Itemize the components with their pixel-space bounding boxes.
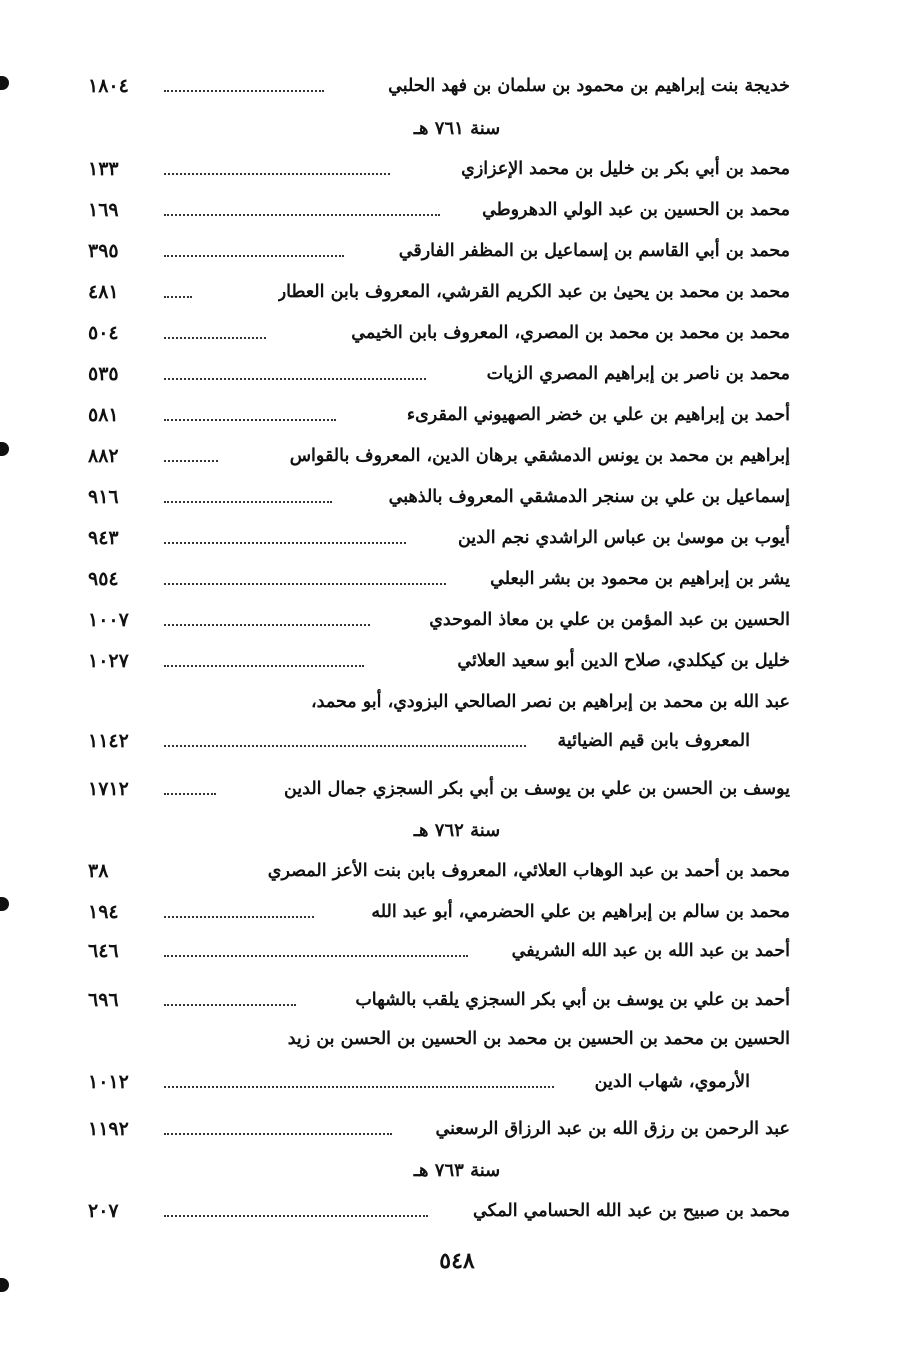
entry-name: عبد الرحمن بن رزق الله بن عبد الرزاق الرسعني xyxy=(435,1119,790,1139)
entry-name: أيوب بن موسىٰ بن عباس الراشدي نجم الدين xyxy=(457,528,790,548)
leader-dots xyxy=(164,916,314,918)
leader-dots xyxy=(164,955,468,957)
entry-name: الحسين بن عبد المؤمن بن علي بن معاذ الموحدي xyxy=(429,610,790,630)
entry-page-number: ١٦٩ xyxy=(88,199,119,221)
leader-dots xyxy=(164,419,336,421)
entry-page-number: ٩١٦ xyxy=(88,486,119,508)
index-entry xyxy=(88,521,790,555)
leader-dots xyxy=(164,793,216,795)
entry-name: عبد الله بن محمد بن إبراهيم بن نصر الصالحي البزودي، أبو محمد، xyxy=(311,692,790,712)
entry-page-number: ٩٥٤ xyxy=(88,568,119,590)
leader-dots xyxy=(164,296,192,298)
index-entry xyxy=(88,934,790,968)
entry-name: محمد بن سالم بن إبراهيم بن علي الحضرمي، أبو عبد الله xyxy=(371,902,790,922)
index-entry xyxy=(88,603,790,637)
entry-page-number: ٦٩٦ xyxy=(88,989,119,1011)
entry-name: الحسين بن محمد بن الحسين بن محمد بن الحسين بن الحسن بن زيد xyxy=(287,1029,790,1049)
page-number: ٥٤٨ xyxy=(439,1248,475,1274)
entry-name: يوسف بن الحسن بن علي بن يوسف بن أبي بكر السجزي جمال الدين xyxy=(283,779,790,799)
leader-dots xyxy=(164,1215,428,1217)
entry-name: محمد بن أبي القاسم بن إسماعيل بن المظفر الفارقي xyxy=(398,241,790,261)
entry-page-number: ٥٨١ xyxy=(88,404,119,426)
index-entry xyxy=(88,275,790,309)
entry-name: أحمد بن إبراهيم بن علي بن خضر الصهيوني المقرىء xyxy=(406,405,790,425)
entry-name: محمد بن محمد بن يحيىٰ بن عبد الكريم القرشي، المعروف بابن العطار xyxy=(277,282,790,302)
entry-name: أحمد بن عبد الله بن عبد الله الشريفي xyxy=(511,941,790,961)
index-entry xyxy=(88,772,790,806)
entry-page-number: ١٠٠٧ xyxy=(88,609,129,631)
binding-mark xyxy=(0,1278,9,1292)
leader-dots xyxy=(164,745,526,747)
index-entry xyxy=(88,69,790,103)
entry-page-number: ٣٨ xyxy=(88,860,109,882)
index-entry xyxy=(88,895,790,929)
entry-page-number: ١٣٣ xyxy=(88,158,119,180)
index-entry xyxy=(88,983,790,1017)
index-entry xyxy=(88,152,790,186)
entry-name: محمد بن الحسين بن عبد الولي الدهروطي xyxy=(482,200,790,220)
entry-name: خليل بن كيكلدي، صلاح الدين أبو سعيد العلائي xyxy=(457,651,790,671)
index-entry xyxy=(88,234,790,268)
binding-mark xyxy=(0,76,9,90)
entry-name: محمد بن أبي بكر بن خليل بن محمد الإعزازي xyxy=(461,159,790,179)
index-entry xyxy=(88,1112,790,1146)
year-heading: سنة ٧٦٢ هـ xyxy=(413,820,501,841)
index-entry-continuation xyxy=(88,1065,790,1099)
entry-page-number: ٨٨٢ xyxy=(88,445,119,467)
binding-mark xyxy=(0,897,9,911)
entry-name: محمد بن صبيح بن عبد الله الحسامي المكي xyxy=(473,1201,790,1221)
leader-dots xyxy=(164,173,390,175)
index-entry xyxy=(88,316,790,350)
entry-name-continuation: المعروف بابن قيم الضيائية xyxy=(557,731,750,751)
leader-dots xyxy=(164,501,332,503)
entry-page-number: ١١٤٢ xyxy=(88,730,129,752)
entry-page-number: ٣٩٥ xyxy=(88,240,119,262)
leader-dots xyxy=(164,255,344,257)
year-heading: سنة ٧٦٣ هـ xyxy=(413,1160,501,1181)
leader-dots xyxy=(164,90,324,92)
leader-dots xyxy=(164,624,370,626)
leader-dots xyxy=(164,542,406,544)
year-heading: سنة ٧٦١ هـ xyxy=(413,118,501,139)
index-entry xyxy=(88,357,790,391)
entry-name: يشر بن إبراهيم بن محمود بن بشر البعلي xyxy=(490,569,790,589)
entry-name: خديجة بنت إبراهيم بن محمود بن سلمان بن فهد الحلبي xyxy=(388,76,790,96)
index-entry xyxy=(88,193,790,227)
index-entry xyxy=(88,562,790,596)
index-entry xyxy=(88,644,790,678)
entry-name: أحمد بن علي بن يوسف بن أبي بكر السجزي يلقب بالشهاب xyxy=(355,990,790,1010)
leader-dots xyxy=(164,665,364,667)
entry-page-number: ٢٠٧ xyxy=(88,1200,119,1222)
index-entry xyxy=(88,398,790,432)
leader-dots xyxy=(164,1004,296,1006)
index-entry xyxy=(88,854,790,888)
entry-name: محمد بن محمد بن محمد بن المصري، المعروف بابن الخيمي xyxy=(351,323,790,343)
entry-page-number: ٥٣٥ xyxy=(88,363,119,385)
index-entry-continuation xyxy=(88,724,790,758)
entry-page-number: ١١٩٢ xyxy=(88,1118,129,1140)
leader-dots xyxy=(164,337,266,339)
binding-mark xyxy=(0,442,9,456)
entry-name: إسماعيل بن علي بن سنجر الدمشقي المعروف بالذهبي xyxy=(388,487,790,507)
entry-name: محمد بن أحمد بن عبد الوهاب العلائي، المعروف بابن بنت الأعز المصري xyxy=(267,861,790,881)
entry-page-number: ١٩٤ xyxy=(88,901,119,923)
entry-page-number: ١٠٢٧ xyxy=(88,650,129,672)
index-entry xyxy=(88,439,790,473)
entry-page-number: ٥٠٤ xyxy=(88,322,119,344)
index-entry xyxy=(88,685,790,719)
entry-page-number: ١٠١٢ xyxy=(88,1071,129,1093)
leader-dots xyxy=(164,1133,392,1135)
leader-dots xyxy=(164,378,426,380)
leader-dots xyxy=(164,214,440,216)
leader-dots xyxy=(164,583,446,585)
index-entry xyxy=(88,1022,790,1056)
index-entry xyxy=(88,480,790,514)
entry-page-number: ٩٤٣ xyxy=(88,527,119,549)
entry-name-continuation: الأرموي، شهاب الدين xyxy=(594,1072,750,1092)
entry-name: إبراهيم بن محمد بن يونس الدمشقي برهان الدين، المعروف بالقواس xyxy=(289,446,790,466)
entry-page-number: ١٧١٢ xyxy=(88,778,129,800)
entry-page-number: ١٨٠٤ xyxy=(88,75,129,97)
leader-dots xyxy=(164,460,218,462)
leader-dots xyxy=(164,1086,554,1088)
index-entry xyxy=(88,1194,790,1228)
entry-page-number: ٦٤٦ xyxy=(88,940,119,962)
entry-page-number: ٤٨١ xyxy=(88,281,119,303)
entry-name: محمد بن ناصر بن إبراهيم المصري الزيات xyxy=(486,364,790,384)
